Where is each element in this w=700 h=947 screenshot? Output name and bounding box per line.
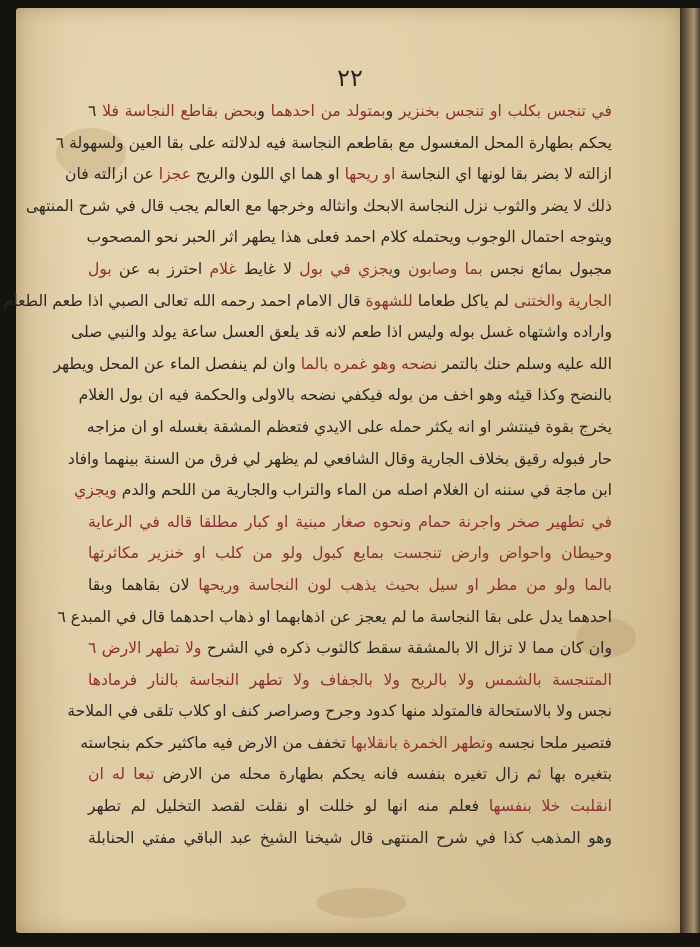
text-line bbox=[65, 159, 612, 191]
text-line bbox=[80, 728, 612, 760]
text-line bbox=[88, 759, 612, 791]
rubricated-text: عجزا bbox=[158, 165, 192, 184]
rubricated-text: بول bbox=[88, 259, 112, 278]
rubricated-text: انقلبت خلا بنفسها bbox=[488, 797, 612, 816]
body-text: حار فبوله رقيق بخلاف الجارية وقال الشافعي لم يظهر لي فرق من السنة بينهما وافاد bbox=[67, 449, 612, 468]
body-text: فتصير ملحا نجسه bbox=[493, 733, 612, 752]
body-text: بتغيره بها ثم زال تغيره بنفسه فانه يحكم بطهارة محله من الارض bbox=[154, 765, 612, 784]
text-line bbox=[88, 254, 612, 286]
text-line bbox=[67, 696, 612, 728]
text-line bbox=[88, 823, 612, 855]
rubricated-text: وحيطان واحواض وارض تنجست بمايع كبول ولو من كلب او خنزير مكاثرتها bbox=[88, 544, 612, 563]
page-number: ٢٢ bbox=[337, 64, 363, 92]
body-text: و bbox=[393, 259, 408, 278]
rubricated-text: ويجزي bbox=[74, 481, 117, 500]
text-line bbox=[3, 286, 612, 318]
rubricated-text: في تنجس بكلب او تنجس بخنزير bbox=[393, 102, 613, 120]
text-line bbox=[88, 96, 612, 128]
rubricated-text: بمتولد من احدهما bbox=[264, 102, 386, 120]
body-text: او هما اي اللون والريح bbox=[191, 165, 345, 184]
rubricated-text: الجارية والختنى bbox=[508, 291, 612, 310]
text-line bbox=[88, 222, 612, 254]
body-text: لا غايط bbox=[236, 259, 293, 278]
text-line bbox=[88, 507, 612, 539]
body-text: وهو المذهب كذا في شرح المنتهى قال شيخنا الشيخ عبد الباقي مفتي الحنابلة bbox=[88, 828, 612, 847]
body-text: لان بقاهما وبقا bbox=[88, 575, 190, 594]
body-text: يخرج بقوة فينتشر او انه يكثر حمله على الايدي فتعظم المشقة بغسله او ان مزاجه bbox=[86, 417, 612, 436]
rubricated-text: في تطهير صخر واجرنة حمام ونحوه صغار مبنية او كبار مطلقا قاله في الرعاية bbox=[88, 512, 612, 531]
page-edge-damage bbox=[2, 840, 10, 870]
text-line bbox=[78, 380, 612, 412]
rubricated-text: تبعا له ان bbox=[88, 765, 155, 784]
body-text: تخفف من الارض فيه ماكثير حكم بنجاسته bbox=[80, 733, 351, 752]
rubricated-text: بما وصابون bbox=[407, 259, 483, 278]
body-text: مجبول بمائع نجس bbox=[482, 259, 613, 278]
text-line bbox=[67, 444, 612, 476]
body-text: عن ازالته فان bbox=[65, 165, 159, 184]
body-text: واراده واشتهاه غسل بوله وليس اذا طعم لانه قد يلعق العسل ساعة يولد والنبي صلى bbox=[71, 323, 612, 342]
text-line bbox=[88, 791, 612, 823]
body-text: ازالته لا بضر بقا لونها اي النجاسة bbox=[395, 165, 612, 184]
body-text: وان كان مما لا تزال الا بالمشقة سقط كالثوب ذكره في الشرح bbox=[201, 639, 613, 658]
rubricated-text: المتنجسة بالشمس ولا بالريح ولا بالجفاف ولا تطهر النجاسة بالنار فرمادها bbox=[88, 670, 612, 689]
text-line bbox=[88, 538, 612, 570]
foxing-stain bbox=[316, 888, 406, 918]
body-text: نجس ولا بالاستحالة فالمتولد منها كدود وجرح وصراصر كنف او كلاب تلقى في الملاحة bbox=[67, 702, 612, 721]
body-text: ذلك لا يضر والثوب نزل النجاسة الابحك وانثاله وخرجها مع العالم يجب قال في شرح المنتهى bbox=[25, 196, 612, 215]
rubricated-text: او ريحها bbox=[344, 165, 396, 184]
body-text: وان لم ينفصل الماء عن المحل ويطهر bbox=[53, 354, 301, 373]
text-line bbox=[25, 191, 612, 223]
text-line bbox=[53, 349, 612, 381]
book-gutter bbox=[680, 8, 700, 933]
body-text: و bbox=[385, 102, 394, 120]
text-line bbox=[55, 128, 612, 160]
body-text: بالنضح وكذا قيئه وهو اخف من بوله فيكفي نضحه بالاولى والحكمة فيه ان بول الغلام bbox=[78, 386, 612, 405]
body-text: ويتوجه احتمال الوجوب ويحتمله كلام احمد فعلى هذا يطهر اثر الحبر نحو المصحوب bbox=[86, 228, 612, 247]
text-line bbox=[88, 633, 612, 665]
body-text: لم ياكل طعاما bbox=[412, 291, 509, 310]
body-text: الله عليه وسلم حنك بالتمر bbox=[437, 354, 612, 373]
text-line bbox=[88, 665, 612, 697]
text-line bbox=[71, 317, 612, 349]
body-text: يحكم بطهارة المحل المغسول مع بقاطعم النجاسة فيه لدلالته على بقا العين ولسهولة ٦ bbox=[55, 133, 612, 152]
rubricated-text: بالما ولو من مطر او سيل بحيث يذهب لون النجاسة وريحها bbox=[189, 575, 612, 594]
body-text: احترز به عن bbox=[111, 259, 210, 278]
rubricated-text: بحض بقاطع النجاسة فلا bbox=[96, 102, 258, 120]
rubricated-text: وتطهر الخمرة بانقلابها bbox=[350, 733, 494, 752]
text-line bbox=[57, 602, 612, 634]
text-line bbox=[88, 570, 612, 602]
body-text: فعلم منه انها لو خللت او نقلت لقصد التخليل لم تطهر bbox=[88, 797, 489, 816]
text-line bbox=[74, 475, 612, 507]
body-text: ابن ماجة في سننه ان الغلام اصله من الماء والتراب والجارية من اللحم والدم bbox=[116, 481, 612, 500]
body-text: و bbox=[257, 102, 265, 120]
rubricated-text: ولا تطهر الارض ٦ bbox=[88, 639, 202, 658]
manuscript-text bbox=[3, 96, 613, 854]
rubricated-text: غلام bbox=[209, 259, 237, 278]
body-text: قال الامام احمد رحمه الله تعالى الصبي اذا طعم الطعام bbox=[3, 291, 366, 310]
rubricated-text: نضحه وهو غمره بالما bbox=[300, 354, 438, 373]
body-text: احدهما يدل على بقا النجاسة ما لم يعجز عن اذهابهما او ذهاب احدهما قال في المبدع ٦ bbox=[57, 607, 612, 626]
rubricated-text: يجزي في بول bbox=[292, 259, 394, 278]
body-text: ٦ bbox=[88, 102, 97, 120]
text-line bbox=[88, 412, 612, 444]
rubricated-text: للشهوة bbox=[365, 291, 413, 310]
